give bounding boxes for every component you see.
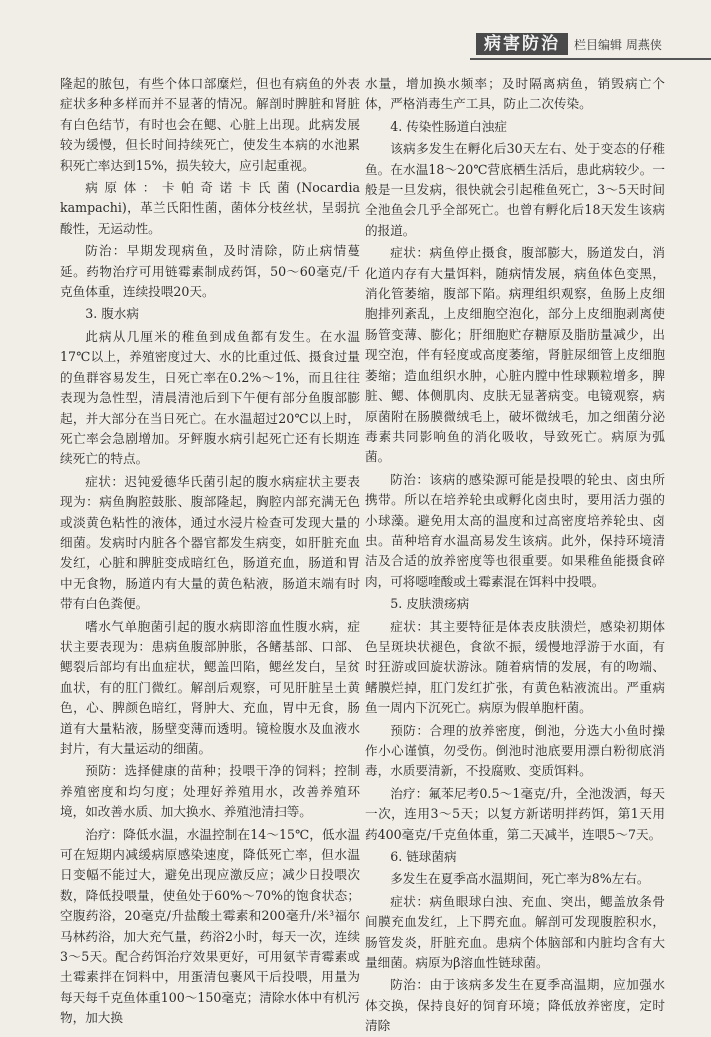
paragraph: 防治：由于该病多发生在夏季高温期，应加强水体交换，保持良好的饲育环境；降低放养密度，定时清除 — [365, 977, 665, 1034]
page-header — [470, 26, 711, 60]
paragraph: 治疗：氟苯尼考0.5～1毫克/升，全池泼洒，每天一次，连用3～5天；以复方新诺明拌药饵，第1天用药400毫克/千克鱼体重，第二天减半，连喂5～7天。 — [365, 785, 665, 842]
paragraph: 防治：该病的感染源可能是投喂的轮虫、卤虫所携带。所以在培养轮虫或孵化卤虫时，要用活力强的小球藻。避免用太高的温度和过高密度培养轮虫、卤虫。苗种培育水温高易发生该病。此外，保持环境清洁及合适的放养密度等也很重要。如果稚鱼能摄食碎肉，可将噁喹酸或土霉素混在饵料中投喂。 — [365, 471, 665, 589]
paragraph: 多发生在夏季高水温期间，死亡率为8%左右。 — [390, 871, 650, 887]
paragraph: 水量，增加换水频率；及时隔离病鱼，销毁病亡个体，严格消毒生产工具，防止二次传染。 — [365, 76, 665, 112]
right-column — [365, 74, 665, 1034]
section-heading: 5. 皮肤溃疡病 — [390, 596, 470, 612]
paragraph: 此病从几厘米的稚鱼到成鱼都有发生。在水温17℃以上，养殖密度过大、水的比重过低、摄食过量的鱼群容易发生，日死亡率在0.2%～1%，而且往往表现为急性型，清晨清池后到下午便有部分鱼腹部膨起，并大部分在当日死亡。在水温超过20℃以上时，死亡率会急剧增加。牙鲆腹水病引起死亡还有长期连续死亡的特点。 — [60, 328, 360, 467]
paragraph: 预防：选择健康的苗种；投喂干净的饲料；控制养殖密度和均匀度；处理好养殖用水，改善养殖环境，如改善水质、加大换水、养殖池清扫等。 — [60, 763, 360, 820]
section-title: 病害防治 — [476, 33, 568, 55]
section-heading: 3. 腹水病 — [85, 306, 139, 322]
paragraph: 症状：迟钝爱德华氏菌引起的腹水病症状主要表现为：病鱼胸腔鼓胀、腹部隆起，胸腔内部充满无色或淡黄色粘性的液体，通过水浸片检查可发现大量的细菌。发病时内脏各个器官都发生病变，如肝脏充血发红，心脏和脾脏变成暗红色，肠道充血，肠道和胃中无食物，肠道内有大量的黄色粘液，肠道末端有时带有白色粪便。 — [60, 473, 360, 612]
paragraph: 隆起的脓包，有些个体口部糜烂，但也有病鱼的外表症状多种多样而并不显著的情况。解剖时脾脏和肾脏有白色结节，有时也会在鳃、心脏上出现。此病发展较为缓慢，但长时间持续死亡，使发生本病的水池累积死亡率达到15%，损失较大，应引起重视。 — [60, 76, 360, 173]
left-column — [60, 74, 360, 1026]
section-heading: 6. 链球菌病 — [390, 849, 457, 865]
paragraph: 预防：合理的放养密度，倒池，分选大小鱼时操作小心谨慎，勿受伤。倒池时池底要用漂白粉彻底消毒，水质要清新，不投腐败、变质饵料。 — [365, 722, 665, 779]
paragraph: 嗜水气单胞菌引起的腹水病即溶血性腹水病，症状主要表现为：患病鱼腹部肿胀，各鳍基部、口部、鳃裂后部均有出血症状，鳃盖凹陷，鳃丝发白，呈贫血状，有的肛门微红。解剖后观察，可见肝脏呈土黄色，心、脾颜色暗红，肾肿大、充血，胃中无食，肠道有大量粘液，肠壁变薄而透明。镜检腹水及血液水封片，有大量运动的细菌。 — [60, 618, 360, 756]
paragraph: 该病多发生在孵化后30天左右、处于变态的仔稚鱼。在水温18～20℃营底栖生活后，患此病较少。一般是一旦发病，很快就会引起稚鱼死亡，3～5天时间全池鱼会几乎全部死亡。也曾有孵化后18天发生该病的报道。 — [365, 141, 665, 238]
paragraph: 症状：病鱼停止摄食，腹部膨大，肠道发白，消化道内存有大量饵料，随病情发展，病鱼体色变黑，消化管萎缩，腹部下陷。病理组织观察，鱼肠上皮细胞排列紊乱，上皮细胞空泡化，部分上皮细胞剥离使肠管变薄、膨化；肝细胞贮存糖原及脂肪量减少，出现空泡，伴有轻度或高度萎缩，肾脏尿细管上皮细胞萎缩；造血组织水肿，心脏内膛中性球颗粒增多，脾脏、鳃、体侧肌肉、皮肤无显著病变。电镜观察，病原菌附在肠膜微绒毛上，破坏微绒毛，加之细菌分泌毒素共同影响鱼的消化吸收，导致死亡。病原为弧菌。 — [365, 245, 665, 465]
section-heading: 4. 传染性肠道白浊症 — [390, 118, 507, 134]
paragraph: 治疗：降低水温，水温控制在14～15℃，低水温可在短期内减缓病原感染速度，降低死亡率，但水温日变幅不能过大，避免出现应激反应；减少日投喂次数，降低投喂量，使鱼处于60%～70%的饱食状态；空腹药浴，20毫克/升盐酸土霉素和200毫升/米³福尔马林药浴，加大充气量，药浴2小时，每天一次，连续3～5天。配合药饵治疗效果更好，可用氨苄青霉素或土霉素拌在饲料中，用蛋清包裹风干后投喂，用量为每天每千克鱼体重100～150毫克；清除水体中有机污物，加大换 — [60, 826, 360, 1026]
paragraph: 症状：其主要特征是体表皮肤溃烂，感染初期体色呈斑块状褪色，食欲不振，缓慢地浮游于水面，有时狂游或回旋状游泳。随着病情的发展，有的吻端、鳍膜烂掉，肛门发红扩张，有黄色粘液流出。严重病鱼一周内下沉死亡。病原为假单胞杆菌。 — [365, 618, 665, 716]
paragraph: 症状：病鱼眼球白浊、充血、突出，鳃盖放条骨间膜充血发红，上下腭充血。解剖可发现腹腔积水，肠管发炎，肝脏充血。患病个体脑部和内脏均含有大量细菌。病原为β溶血性链球菌。 — [365, 893, 665, 971]
column-editor: 栏目编辑 周燕侠 — [574, 38, 662, 52]
paragraph: 病原体：卡帕奇诺卡氏菌(Nocardia kampachi)，革兰氏阳性菌，菌体分枝丝状，呈弱抗酸性，无运动性。 — [60, 180, 360, 236]
paragraph: 防治：早期发现病鱼，及时清除，防止病情蔓延。药物治疗可用链霉素制成药饵，50～60毫克/千克鱼体重，连续投喂20天。 — [60, 243, 360, 300]
header-rule — [470, 58, 711, 60]
